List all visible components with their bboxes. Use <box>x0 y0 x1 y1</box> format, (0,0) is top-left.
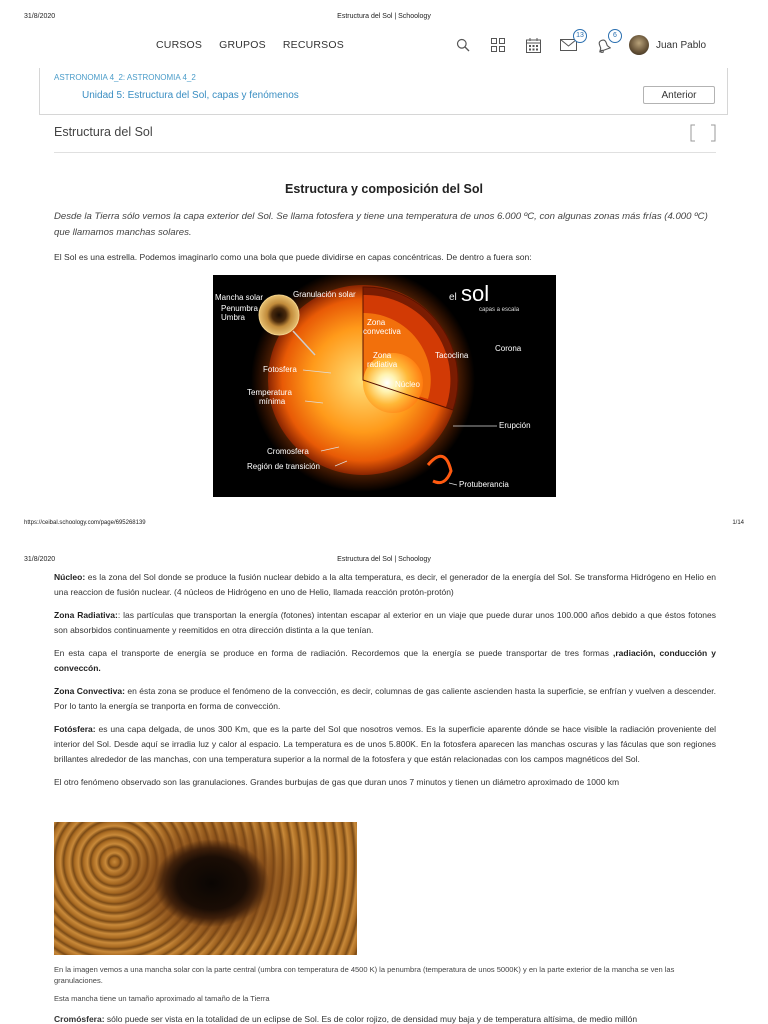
nav-links <box>156 39 344 51</box>
paragraph-zona-convectiva <box>54 684 716 714</box>
print-footer-url: https://ceibal.schoology.com/page/695268139 <box>24 520 146 526</box>
text-zona-convectiva: en ésta zona se produce el fenómeno de la convección, es decir, columnas de gas caliente ascienden hasta la superficie, se enfrían y vuelven a descender. Por lo tanto la energía se tranporta en forma de convección. <box>54 686 716 711</box>
label-region-transicion: Región de transición <box>247 462 320 471</box>
title-divider <box>54 152 716 153</box>
label-erupcion: Erupción <box>499 421 531 430</box>
paragraph-cromosfera <box>54 1014 716 1024</box>
label-zona-radiativa-2: radiativa <box>367 360 398 369</box>
text-zona-radiativa: : las partículas que transportan la energía (fotones) intentan escapar al exterior en un viaje que puede durar unos 100.000 años debido a que éstos fotones son absorbidos continuamente y reemitidos en otra dirección distinta a la que tenían. <box>54 610 716 635</box>
nav-groups[interactable]: GRUPOS <box>219 39 266 51</box>
label-temperatura-minima-1: Temperatura <box>247 388 292 397</box>
image-caption-size: Esta mancha tiene un tamaño aproximado al tamaño de la Tierra <box>54 994 270 1003</box>
print-title: Estructura del Sol | Schoology <box>337 556 431 563</box>
label-protuberancia: Protuberancia <box>459 480 509 489</box>
term-cromosfera: Cromósfera: <box>54 1014 105 1024</box>
label-fotosfera: Fotosfera <box>263 365 297 374</box>
label-mancha-solar: Mancha solar <box>215 293 264 302</box>
text-cromosfera: sólo puede ser vista en la totalidad de un eclipse de Sol. Es de color rojizo, de densidad muy baja y de temperatura altísima, de medio millón <box>104 1014 638 1024</box>
label-penumbra: Penumbra <box>221 304 258 313</box>
print-title: Estructura del Sol | Schoology <box>337 13 431 20</box>
avatar[interactable] <box>629 35 649 55</box>
label-zona-radiativa-1: Zona <box>373 351 392 360</box>
print-date: 31/8/2020 <box>24 13 56 20</box>
nav-icons <box>452 34 706 56</box>
sun-structure-image <box>213 275 556 497</box>
figure-title-small: el <box>449 292 457 303</box>
calendar-icon[interactable] <box>522 34 544 56</box>
text-transporte-bold: ,radiación, conducción y conveccón. <box>54 648 716 673</box>
text-transporte: En esta capa el transporte de energía se produce en forma de radiación. Recordemos que la energía se puede transportar de tres formas <box>54 648 613 658</box>
search-icon[interactable] <box>452 34 474 56</box>
term-zona-convectiva: Zona Convectiva: <box>54 686 125 696</box>
nav-resources[interactable]: RECURSOS <box>282 39 344 51</box>
breadcrumb-course-link[interactable]: ASTRONOMIA 4_2: ASTRONOMIA 4_2 <box>54 73 196 82</box>
breadcrumb <box>39 68 728 115</box>
fullscreen-expand-icon[interactable] <box>690 124 716 142</box>
print-date: 31/8/2020 <box>24 556 56 563</box>
article-title: Estructura y composición del Sol <box>285 182 483 196</box>
messages-icon[interactable] <box>557 32 584 56</box>
label-temperatura-minima-2: mínima <box>259 397 286 406</box>
image-caption: En la imagen vemos a una mancha solar con la parte central (umbra con temperatura de 4500 K) la penumbra (temperatura de unos 5000K) y en la parte exterior de la mancha se ven las granulaciones. <box>54 965 675 985</box>
page-title: Estructura del Sol <box>54 125 153 139</box>
article-intro: Desde la Tierra sólo vemos la capa exterior del Sol. Se llama fotosfera y tiene una temperatura de unos 6.000 ºC, con algunas zonas más frías (4.000 ºC) que llamamos manchas solares. <box>54 211 708 238</box>
text-fotosfera: es una capa delgada, de unos 300 Km, que es la parte del Sol que nosotros vemos. Es la superficie aparente dónde se hace visible la radiación proveniente del interior del Sol. Desde aquí se irradia luz y calor al espacio. La temperatura es de unos 5.800K. En la fotosfera aparecen las manchas oscuras y las fáculas que son regiones brillantes alrededor de las manchas, con una temperatura superior a la normal de la fotosfera y que están relacionadas con los campos magnéticos del Sol. <box>54 724 716 764</box>
label-umbra: Umbra <box>221 313 246 322</box>
notifications-icon[interactable] <box>592 32 617 56</box>
paragraph-nucleo <box>54 570 716 600</box>
figure-title-big: sol <box>461 281 490 306</box>
label-zona-convectiva-1: Zona <box>367 318 386 327</box>
breadcrumb-unit-link[interactable]: Unidad 5: Estructura del Sol, capas y fenómenos <box>82 90 299 101</box>
term-zona-radiativa: Zona Radiativa: <box>54 610 118 620</box>
print-header <box>0 13 768 27</box>
paragraph-fotosfera <box>54 722 716 767</box>
print-header-page2 <box>0 556 768 570</box>
print-footer-page: 1/14 <box>732 520 744 526</box>
nav-courses[interactable]: CURSOS <box>156 39 203 51</box>
article-body <box>54 570 716 798</box>
article-paragraph: El Sol es una estrella. Podemos imaginarlo como una bola que puede dividirse en capas concéntricas. De dentro a fuera son: <box>54 252 532 262</box>
label-tacoclina: Tacoclina <box>435 351 469 360</box>
paragraph-zona-radiativa <box>54 608 716 638</box>
messages-badge: 13 <box>573 29 587 43</box>
top-navigation <box>0 30 768 62</box>
sunspot-image <box>54 822 357 955</box>
user-name[interactable]: Juan Pablo <box>656 39 707 51</box>
paragraph-transporte <box>54 646 716 676</box>
figure-subtitle: capas a escala <box>479 307 520 313</box>
previous-button[interactable]: Anterior <box>643 86 715 104</box>
notifications-badge: 6 <box>608 29 622 43</box>
term-fotosfera: Fotósfera: <box>54 724 96 734</box>
paragraph-granulaciones: El otro fenómeno observado son las granulaciones. Grandes burbujas de gas que duran unos 7 minutos y tienen un diámetro aproximado de 1000 km <box>54 777 620 787</box>
label-zona-convectiva-2: convectiva <box>363 327 401 336</box>
label-corona: Corona <box>495 344 522 353</box>
apps-grid-icon[interactable] <box>487 34 509 56</box>
label-nucleo: Núcleo <box>395 380 420 389</box>
label-granulacion: Granulación solar <box>293 290 356 299</box>
term-nucleo: Núcleo: <box>54 572 86 582</box>
text-nucleo: es la zona del Sol donde se produce la fusión nuclear debido a la alta temperatura, es decir, el generador de la energía del Sol. Se transforma Hidrógeno en Helio en una reaccion de fusión nuclear. (4 núcleos de Hidrógeno en uno de Helio, llamada reacción protón-protón) <box>54 572 716 597</box>
label-cromosfera: Cromosfera <box>267 447 309 456</box>
